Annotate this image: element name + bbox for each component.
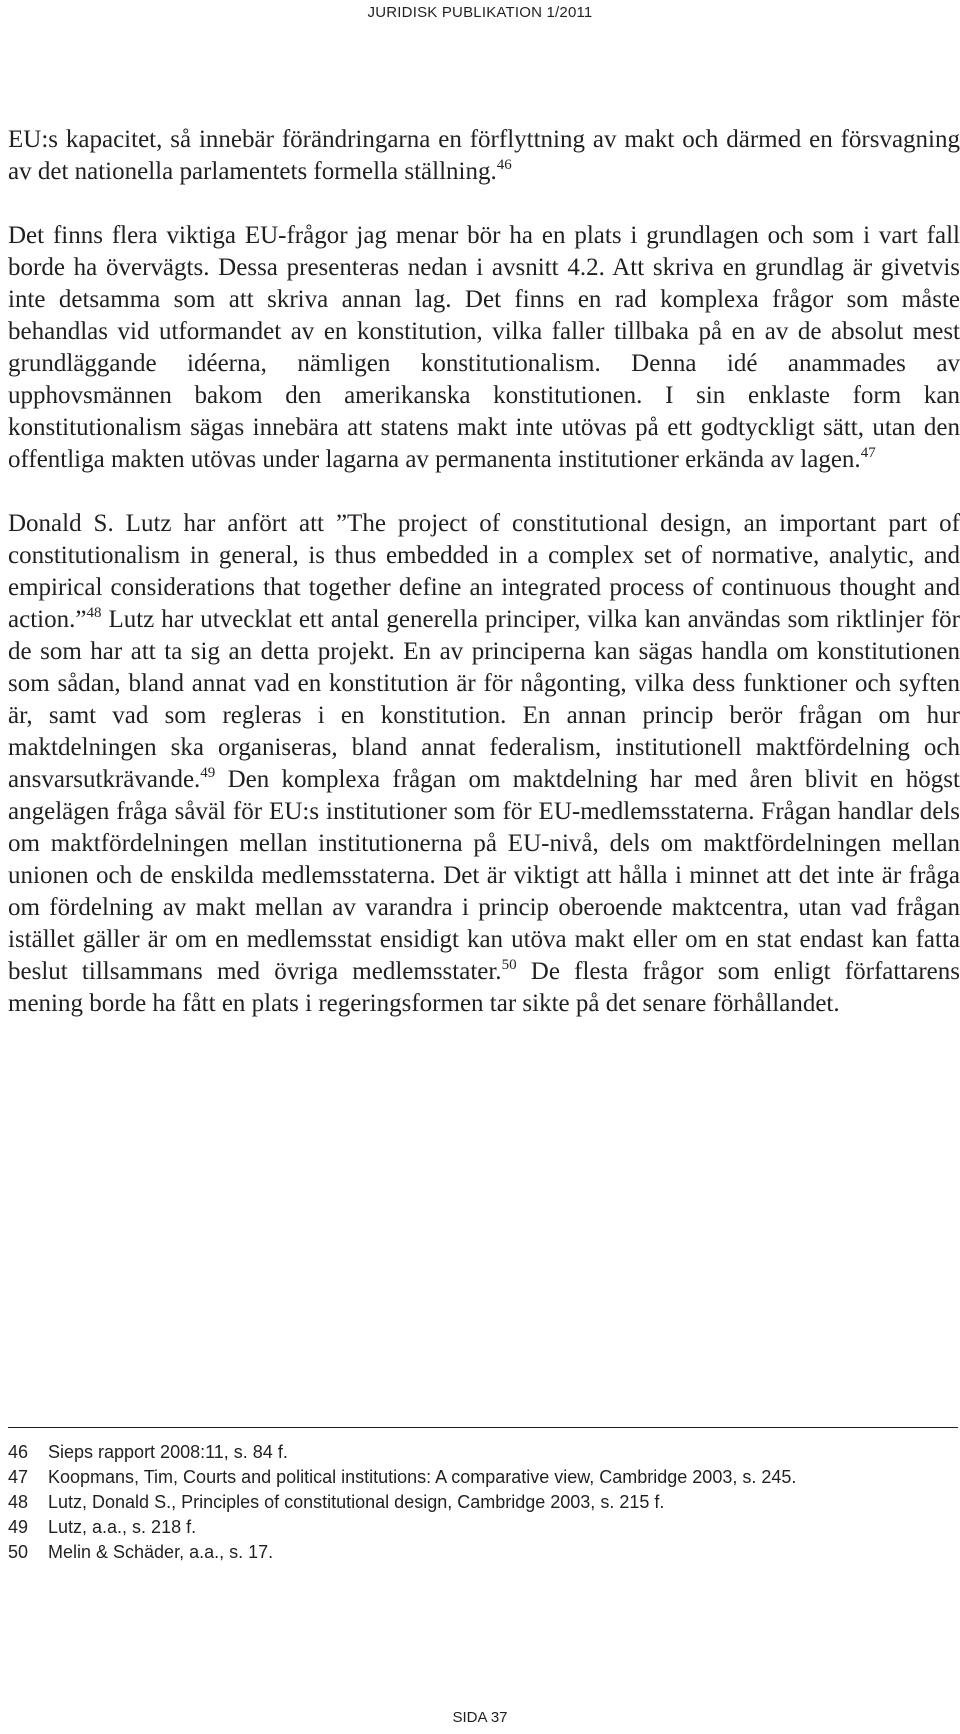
- paragraph-2-text: Det finns flera viktiga EU-frågor jag menar bör ha en plats i grundlagen och som i vart fall borde ha övervägts. Dessa presenteras nedan i avsnitt 4.2. Att skriva en grundlag är givetvis inte detsamma som att skriva annan lag. Det finns en rad komplexa frågor som måste behandlas vid utformandet av en konstitution, vilka faller tillbaka på en av de absolut mest grundläggande idéerna, nämligen konstitutionalism. Denna idé anammades av upphovsmännen bakom den amerikanska konstitutionen. I sin enklaste form kan konstitutionalism sägas innebära att statens makt inte utövas på ett godtyckligt sätt, utan den offentliga makten utövas under lagarna av permanenta institutioner erkända av lagen.: [8, 222, 960, 473]
- running-header: JURIDISK PUBLIKATION 1/2011: [367, 4, 593, 21]
- footnote-ref-46: 46: [496, 157, 512, 173]
- footnote-48: [8, 1490, 960, 1515]
- footnote-text: Melin & Schäder, a.a., s. 17.: [48, 1542, 274, 1562]
- footnote-47: [8, 1465, 960, 1490]
- footnote-49: [8, 1515, 960, 1540]
- footnote-ref-47: 47: [860, 445, 876, 461]
- footnote-ref-48: 48: [86, 605, 102, 621]
- body-text: [8, 124, 960, 1020]
- footnote-ref-50: 50: [501, 957, 517, 973]
- paragraph-3: [8, 508, 960, 1020]
- footnote-number: 48: [8, 1492, 29, 1512]
- footnote-text: Koopmans, Tim, Courts and political institutions: A comparative view, Cambridge 2003, s. 245.: [48, 1467, 797, 1487]
- footnote-number: 46: [8, 1442, 29, 1462]
- footnotes: [8, 1440, 960, 1565]
- footnote-divider: [8, 1427, 958, 1428]
- footnote-number: 47: [8, 1467, 29, 1487]
- footnote-text: Lutz, a.a., s. 218 f.: [48, 1517, 197, 1537]
- footnote-text: Sieps rapport 2008:11, s. 84 f.: [48, 1442, 288, 1462]
- footnote-50: [8, 1540, 960, 1565]
- paragraph-3-part-a: Donald S. Lutz har anfört att ”The project of constitutional design, an important part of constitutionalism in general, is thus embedded in a complex set of normative, analytic, and empirical considerations that together define an integrated process of continuous thought and action.”: [8, 510, 960, 633]
- paragraph-3-part-b: Lutz har utvecklat ett antal generella principer, vilka kan användas som riktlinjer för de som har att ta sig an detta projekt. En av principerna kan sägas handla om konstitutionen som sådan, bland annat vad en konstitution är för någonting, vilka dess funktioner och syften är, samt vad som regleras i en konstitution. En annan princip berör frågan om hur maktdelningen ska organiseras, bland annat federalism, institutionell maktfördelning och ansvarsutkrävande.: [8, 606, 960, 793]
- footnote-number: 49: [8, 1517, 29, 1537]
- footnote-ref-49: 49: [200, 765, 216, 781]
- footnote-number: 50: [8, 1542, 29, 1562]
- paragraph-3-part-d: De flesta frågor som enligt författarens mening borde ha fått en plats i regeringsformen tar sikte på det senare förhållandet.: [8, 958, 960, 1017]
- paragraph-1-text: EU:s kapacitet, så innebär förändringarna en förflyttning av makt och därmed en försvagning av det nationella parlamentets formella ställning.: [8, 126, 960, 185]
- paragraph-3-part-c: Den komplexa frågan om maktdelning har med åren blivit en högst angelägen fråga såväl för EU:s institutioner som för EU-medlemsstaterna. Frågan handlar dels om maktfördelningen mellan institutionerna på EU-nivå, dels om maktfördelningen mellan unionen och de enskilda medlemsstaterna. Det är viktigt att hålla i minnet att det inte är fråga om fördelning av makt mellan av varandra i princip oberoende maktcentra, utan vad frågan istället gäller är om en medlemsstat ensidigt kan utöva makt eller om en stat endast kan fatta beslut tillsammans med övriga medlemsstater.: [8, 766, 960, 985]
- paragraph-1: [8, 124, 960, 188]
- footnote-46: [8, 1440, 960, 1465]
- paragraph-2: [8, 220, 960, 476]
- page-number: SIDA 37: [452, 1709, 508, 1726]
- footnote-text: Lutz, Donald S., Principles of constitutional design, Cambridge 2003, s. 215 f.: [48, 1492, 665, 1512]
